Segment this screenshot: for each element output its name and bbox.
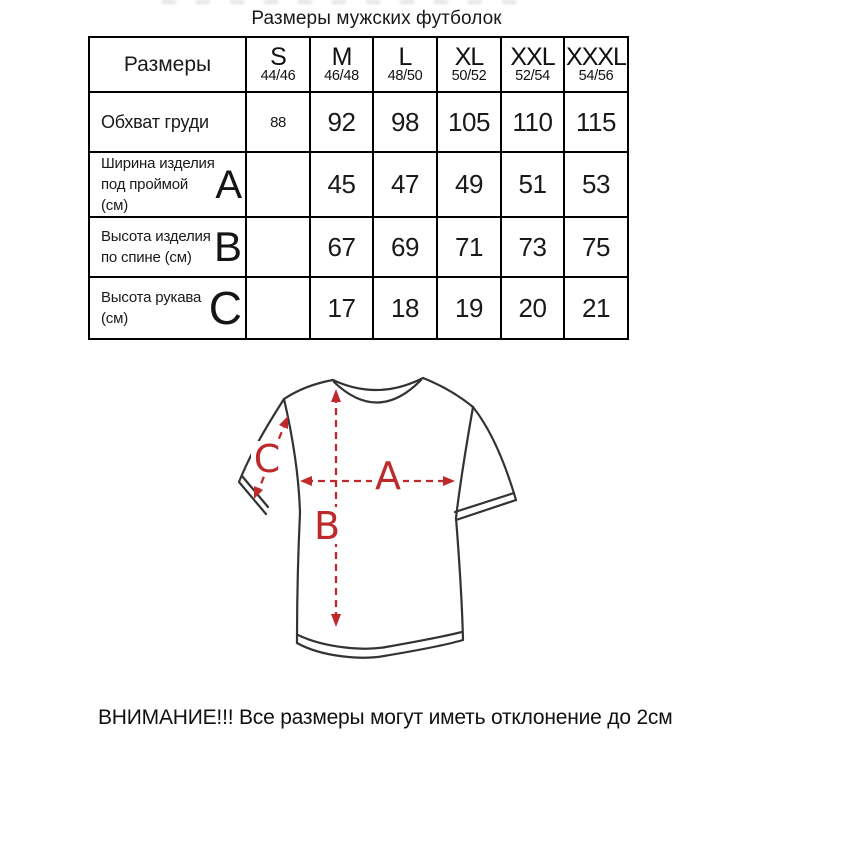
size-name: XXL: [510, 43, 555, 71]
left-armhole-seam: [284, 399, 300, 513]
size-value-cell: 20: [501, 277, 564, 339]
size-value-cell: 19: [437, 277, 501, 339]
row-label-text: Высота изделия: [101, 228, 211, 245]
size-value-cell: 115: [564, 92, 628, 152]
size-column-header-xxxl: [564, 37, 628, 92]
row-label-text: Высота рукава (см): [101, 289, 202, 327]
dimension-arrows: [257, 396, 449, 620]
left-body-edge: [297, 513, 300, 643]
size-value-cell: [246, 217, 310, 277]
arrowhead-a-left: [300, 476, 312, 486]
size-value-cell: 18: [373, 277, 437, 339]
page-title: Размеры мужских футболок: [251, 8, 502, 29]
size-column-header-s: [246, 37, 310, 92]
size-value-cell: [246, 277, 310, 339]
arrow-label-c: C: [253, 437, 281, 481]
row-label-text: по спине (см): [101, 249, 192, 266]
arrow-label-b: B: [313, 504, 341, 548]
tshirt-outline: [239, 378, 516, 658]
right-armhole-seam: [456, 407, 473, 518]
arrowhead-a-right: [443, 476, 455, 486]
size-value-cell: 88: [246, 92, 310, 152]
size-range: 50/52: [451, 68, 487, 84]
size-value-cell: [246, 152, 310, 217]
size-name: XXXL: [566, 43, 626, 71]
tshirt-diagram: [225, 368, 535, 668]
size-range: 54/56: [578, 68, 614, 84]
dimension-letter-a: A: [215, 162, 242, 207]
right-sleeve-outline: [473, 407, 516, 500]
table-corner-label: Размеры: [89, 37, 246, 92]
arrow-heads: [254, 389, 455, 627]
size-range: 48/50: [387, 68, 423, 84]
collar-outer-line: [333, 378, 423, 390]
size-name: L: [398, 43, 412, 71]
size-name: XL: [454, 43, 484, 71]
dimension-letter-b: B: [213, 223, 242, 270]
size-value-cell: 53: [564, 152, 628, 217]
size-column-header-m: [310, 37, 373, 92]
size-value-cell: 45: [310, 152, 373, 217]
size-value-cell: 67: [310, 217, 373, 277]
size-value-cell: 73: [501, 217, 564, 277]
table-row-sleeve-c: [89, 277, 628, 339]
row-label-text: Обхват груди: [101, 111, 209, 132]
row-label-text: под проймой (см): [101, 176, 189, 214]
arrow-label-a: A: [375, 454, 401, 498]
arrowhead-b-bottom: [331, 614, 341, 627]
size-value-cell: 92: [310, 92, 373, 152]
arrow-labels: [251, 437, 403, 548]
row-label-text: Ширина изделия: [101, 155, 215, 172]
size-column-header-xxl: [501, 37, 564, 92]
arrowhead-b-top: [331, 389, 341, 402]
size-range: 52/54: [515, 68, 550, 84]
right-body-edge: [456, 518, 463, 640]
right-shoulder-line: [423, 378, 473, 407]
size-value-cell: 21: [564, 277, 628, 339]
size-value-cell: 51: [501, 152, 564, 217]
table-row-chest: [89, 92, 628, 152]
table-row-width-a: [89, 152, 628, 217]
row-label-width: [89, 152, 246, 217]
table-header-row: [89, 37, 628, 92]
size-column-header-xl: [437, 37, 501, 92]
size-column-header-l: [373, 37, 437, 92]
warning-text: ВНИМАНИЕ!!! Все размеры могут иметь отклонение до 2см: [98, 706, 673, 729]
size-value-cell: 17: [310, 277, 373, 339]
cropped-text-artifact: [162, 0, 518, 4]
size-name: M: [331, 43, 352, 71]
table-row-height-b: [89, 217, 628, 277]
size-range: 44/46: [260, 68, 296, 84]
size-value-cell: 110: [501, 92, 564, 152]
size-range: 46/48: [324, 68, 359, 84]
row-label-sleeve: [89, 277, 246, 339]
row-label-height: [89, 217, 246, 277]
size-name: S: [270, 43, 286, 71]
size-value-cell: 98: [373, 92, 437, 152]
size-value-cell: 105: [437, 92, 501, 152]
size-value-cell: 69: [373, 217, 437, 277]
left-shoulder-line: [284, 380, 333, 399]
size-value-cell: 47: [373, 152, 437, 217]
dimension-letter-c: C: [208, 282, 242, 334]
size-value-cell: 71: [437, 217, 501, 277]
row-label-chest: [89, 92, 246, 152]
size-value-cell: 49: [437, 152, 501, 217]
size-table: [88, 36, 629, 340]
size-value-cell: 75: [564, 217, 628, 277]
